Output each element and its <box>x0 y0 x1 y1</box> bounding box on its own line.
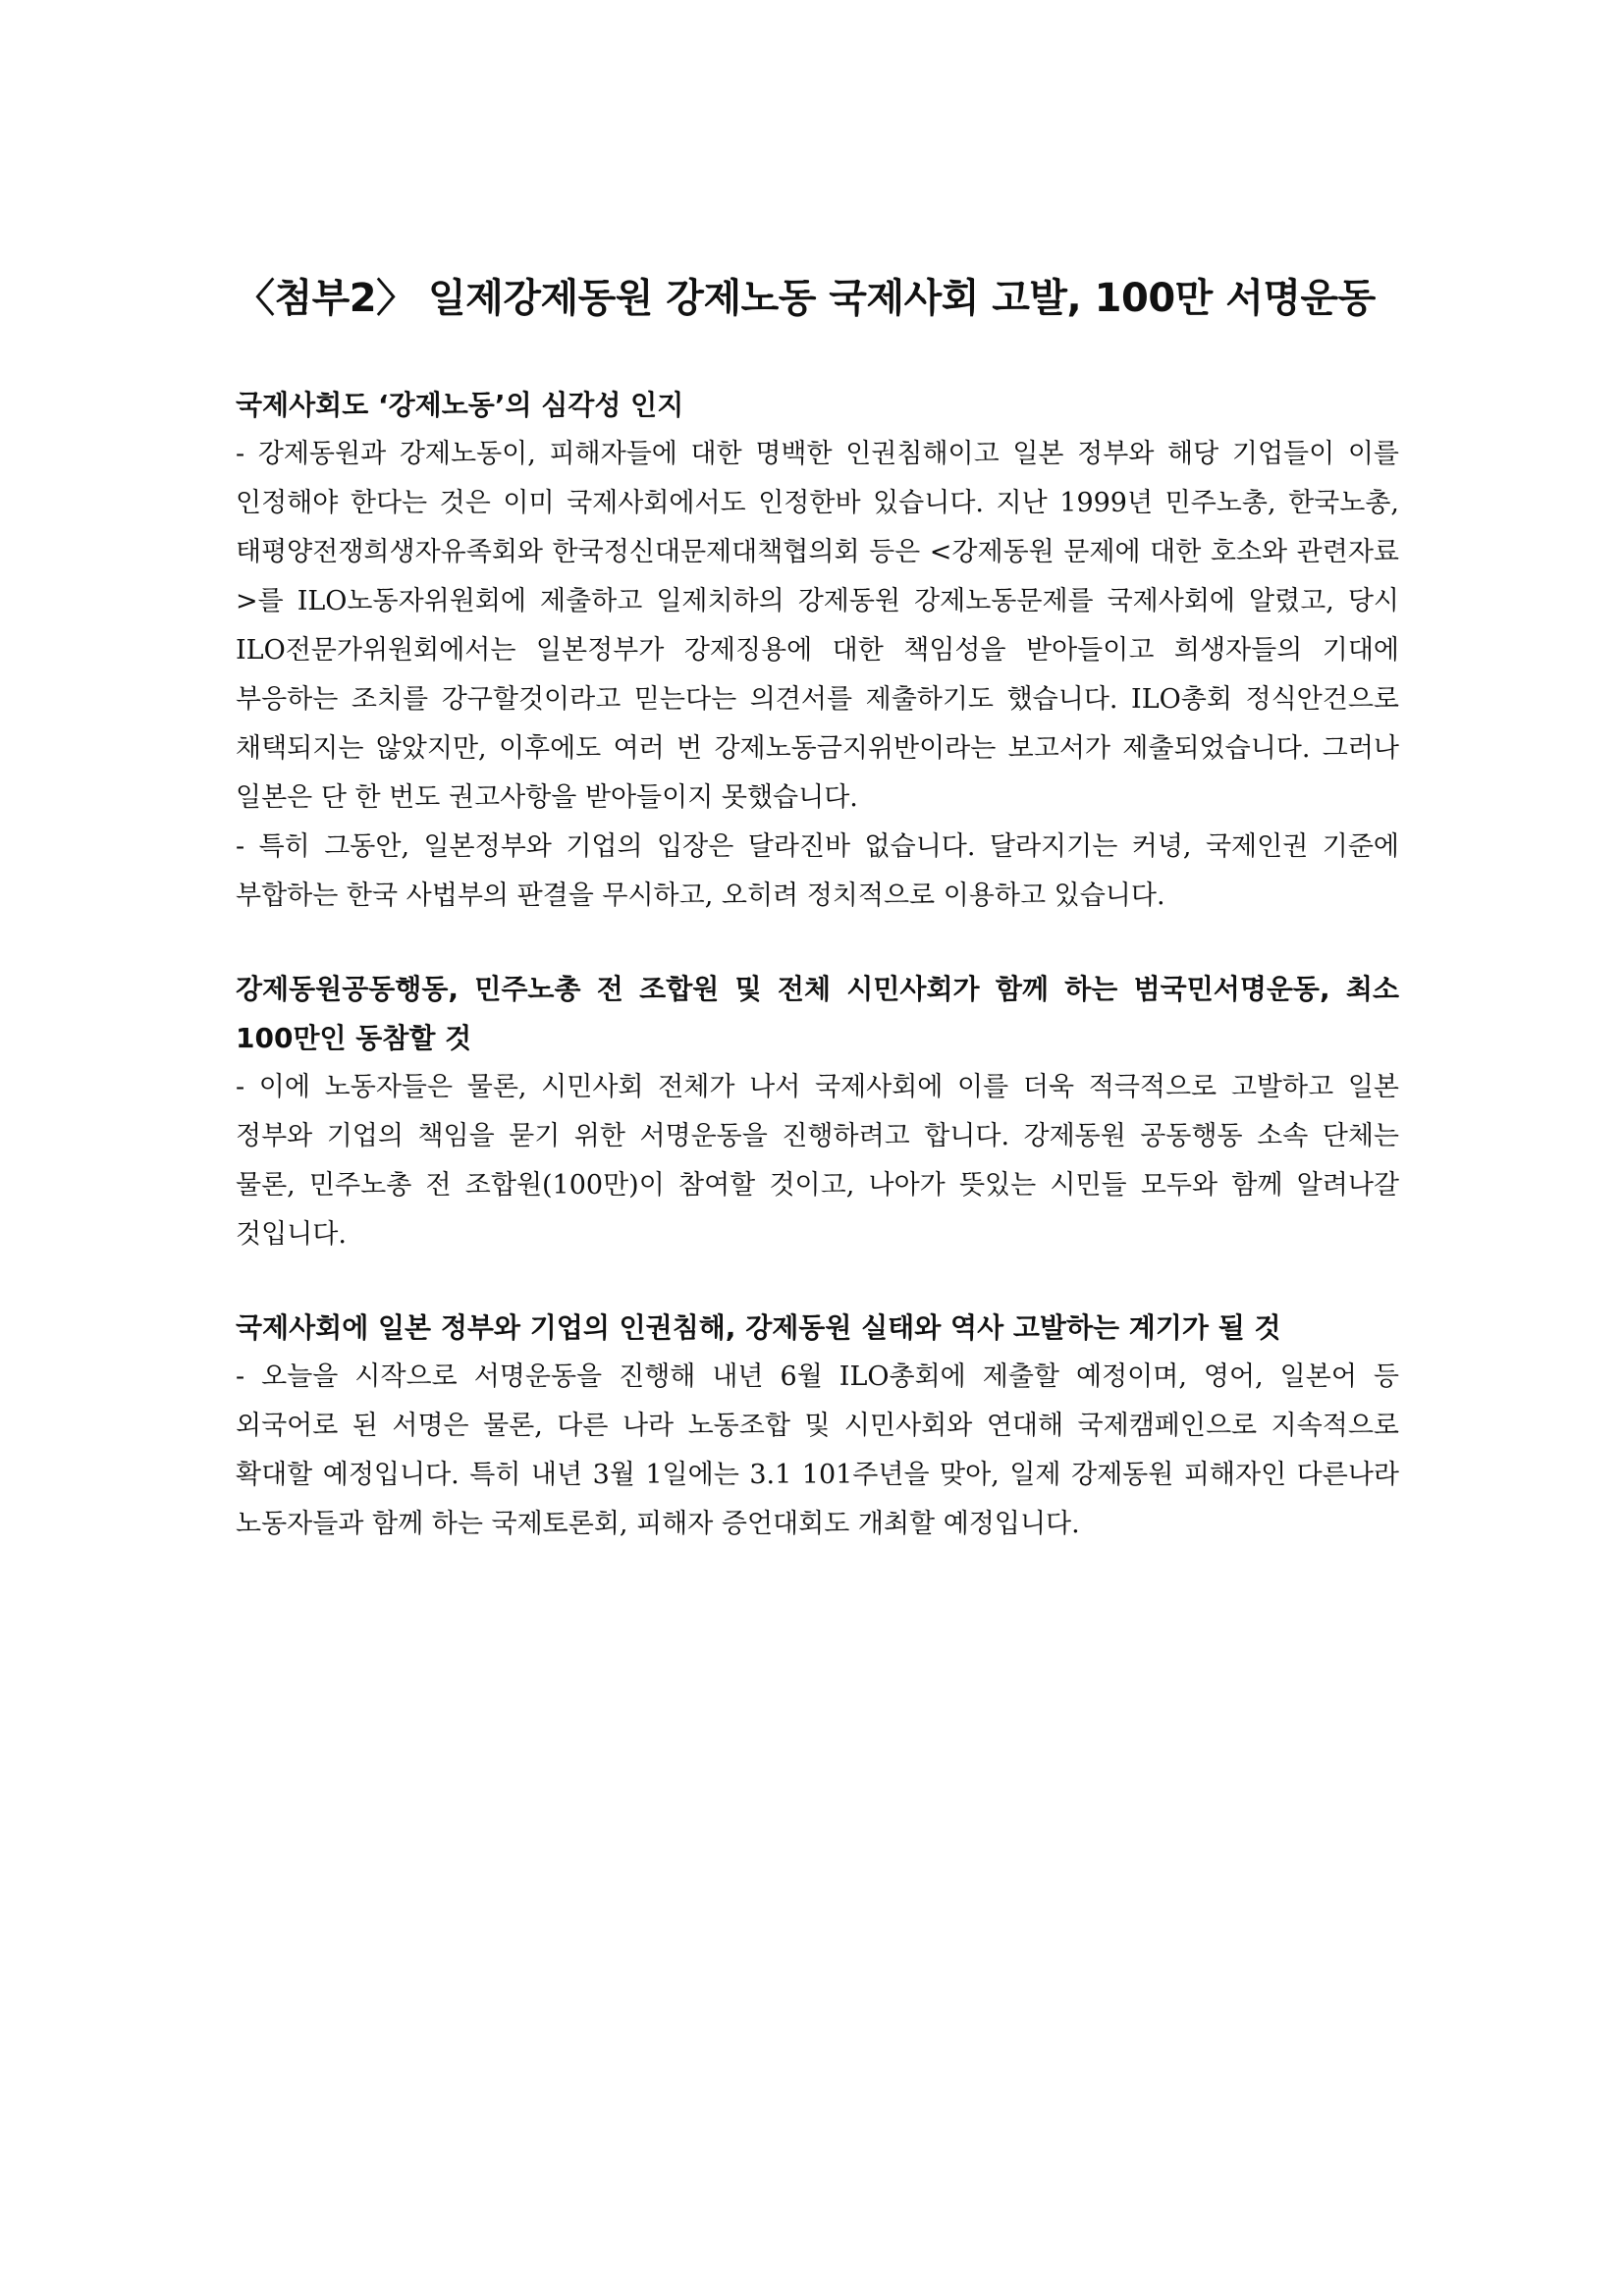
section-petition-campaign <box>236 965 1399 1259</box>
body-paragraph: - 오늘을 시작으로 서명운동을 진행해 내년 6월 ILO총회에 제출할 예정이며, 영어, 일본어 등 외국어로 된 서명은 물론, 다른 나라 노동조합 및 시민사회와 연대해 국제캠페인으로 지속적으로 확대할 예정입니다. 특히 내년 3월 1일에는 3.1 101주년을 맞아, 일제 강제동원 피해자인 다른나라 노동자들과 함께 하는 국제토론회, 피해자 증언대회도 개최할 예정입니다. <box>236 1362 1399 1539</box>
section-heading: 국제사회도 ‘강제노동’의 심각성 인지 <box>236 389 684 421</box>
body-paragraph: - 이에 노동자들은 물론, 시민사회 전체가 나서 국제사회에 이를 더욱 적극적으로 고발하고 일본 정부와 기업의 책임을 묻기 위한 서명운동을 진행하려고 합니다. 강제동원 공동행동 소속 단체는 물론, 민주노총 전 조합원(100만)이 참여할 것이고, 나아가 뜻있는 시민들 모두와 함께 알려나갈 것입니다. <box>236 1072 1399 1250</box>
section-international-recognition <box>236 381 1399 921</box>
body-paragraph: - 특히 그동안, 일본정부와 기업의 입장은 달라진바 없습니다. 달라지기는 커녕, 국제인권 기준에 부합하는 한국 사법부의 판결을 무시하고, 오히려 정치적으로 이용하고 있습니다. <box>236 831 1399 911</box>
document-page <box>236 273 1399 1549</box>
document-title: 〈첨부2〉 일제강제동원 강제노동 국제사회 고발, 100만 서명운동 <box>236 276 1376 321</box>
body-paragraph: - 강제동원과 강제노동이, 피해자들에 대한 명백한 인권침해이고 일본 정부와 해당 기업들이 이를 인정해야 한다는 것은 이미 국제사회에서도 인정한바 있습니다. 지난 1999년 민주노총, 한국노총, 태평양전쟁희생자유족회와 한국정신대문제대책협의회 등은 <강제동원 문제에 대한 호소와 관련자료>를 ILO노동자위원회에 제출하고 일제치하의 강제동원 강제노동문제를 국제사회에 알렸고, 당시 ILO전문가위원회에서는 일본정부가 강제징용에 대한 책임성을 받아들이고 희생자들의 기대에 부응하는 조치를 강구할것이라고 믿는다는 의견서를 제출하기도 했습니다. ILO총회 정식안건으로 채택되지는 않았지만, 이후에도 여러 번 강제노동금지위반이라는 보고서가 제출되었습니다. 그러나 일본은 단 한 번도 권고사항을 받아들이지 못했습니다. <box>236 439 1399 813</box>
section-heading: 강제동원공동행동, 민주노총 전 조합원 및 전체 시민사회가 함께 하는 범국민서명운동, 최소 100만인 동참할 것 <box>236 973 1399 1054</box>
section-heading: 국제사회에 일본 정부와 기업의 인권침해, 강제동원 실태와 역사 고발하는 계기가 될 것 <box>236 1311 1281 1344</box>
section-international-exposure <box>236 1304 1399 1549</box>
